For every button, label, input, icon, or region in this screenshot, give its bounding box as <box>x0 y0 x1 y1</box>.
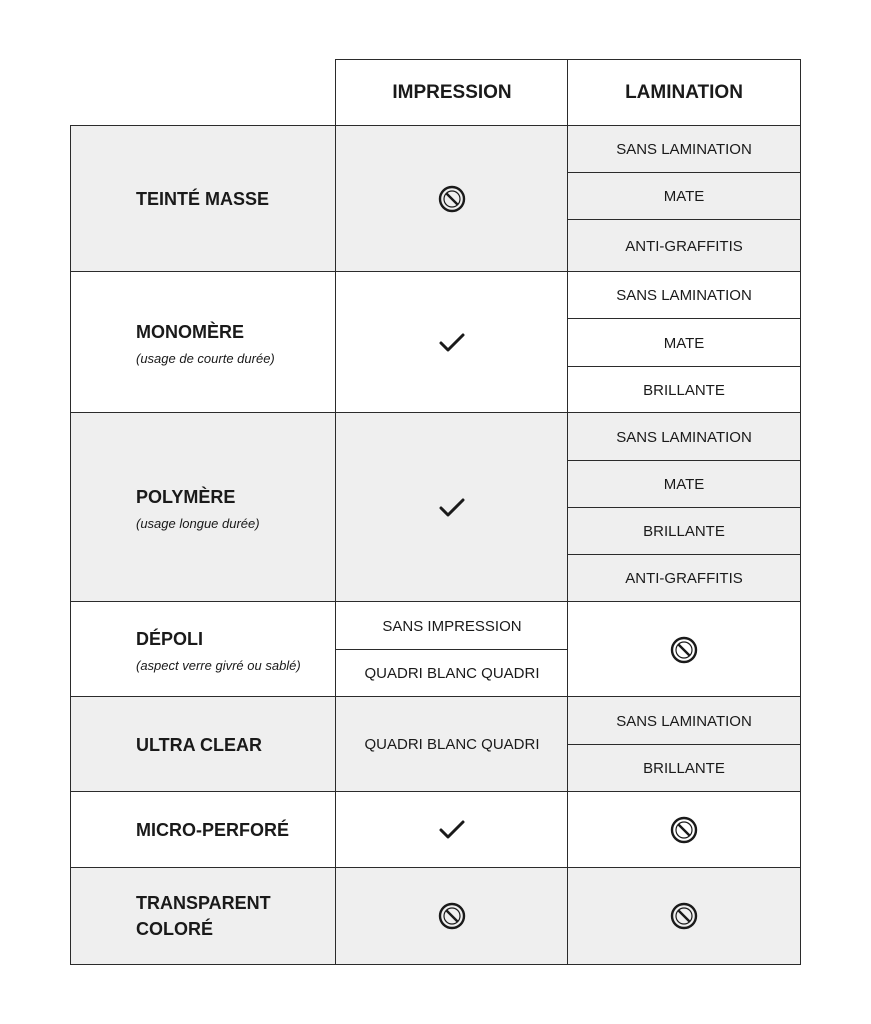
product-ultra-clear <box>70 696 337 793</box>
impression-ultra-clear <box>335 696 569 793</box>
product-note: (usage longue durée) <box>136 516 260 531</box>
product-name: POLYMÈRE <box>136 487 236 507</box>
product-name: ULTRA CLEAR <box>136 734 262 755</box>
header-impression <box>335 59 569 127</box>
lamination-micro-perfore <box>567 791 801 869</box>
lamination-label: MATE <box>663 476 705 493</box>
product-name: DÉPOLI <box>136 629 204 649</box>
lamination-option <box>567 744 801 793</box>
lamination-option <box>567 460 801 509</box>
prohibited-icon <box>669 635 699 665</box>
impression-label: QUADRI BLANC QUADRI <box>364 736 540 753</box>
lamination-depoli <box>567 601 801 698</box>
header-lamination-label: LAMINATION <box>625 82 743 103</box>
product-polymere <box>70 412 337 603</box>
check-icon <box>437 815 467 845</box>
lamination-label: SANS LAMINATION <box>616 428 752 446</box>
lamination-transparent-colore <box>567 867 801 965</box>
lamination-label: ANTI-GRAFFITIS <box>625 570 743 587</box>
lamination-label: ANTI-GRAFFITIS <box>625 237 743 255</box>
impression-monomere <box>335 271 569 414</box>
header-lamination <box>567 59 801 127</box>
product-name: TEINTÉ MASSE <box>136 189 270 209</box>
product-transparent-colore <box>70 867 337 965</box>
impression-teinte-masse <box>335 125 569 273</box>
impression-option <box>335 601 569 651</box>
lamination-label: BRILLANTE <box>643 523 725 540</box>
lamination-option <box>567 554 801 603</box>
lamination-option <box>567 412 801 462</box>
impression-polymere <box>335 412 569 603</box>
prohibited-icon <box>437 901 467 931</box>
product-note: (usage de courte durée) <box>136 351 275 366</box>
product-micro-perfore <box>70 791 337 869</box>
lamination-label: SANS LAMINATION <box>616 712 752 730</box>
product-teinte-masse <box>70 125 337 273</box>
prohibited-icon <box>669 815 699 845</box>
lamination-option <box>567 696 801 746</box>
impression-label: SANS IMPRESSION <box>382 617 522 635</box>
product-name-line-2: COLORÉ <box>136 919 214 939</box>
prohibited-icon <box>437 184 467 214</box>
lamination-label: BRILLANTE <box>643 760 725 777</box>
check-icon <box>437 328 467 358</box>
lamination-option <box>567 172 801 221</box>
lamination-label: MATE <box>663 188 705 205</box>
lamination-option <box>567 366 801 414</box>
impression-transparent-colore <box>335 867 569 965</box>
lamination-label: SANS LAMINATION <box>616 141 752 158</box>
impression-micro-perfore <box>335 791 569 869</box>
lamination-option <box>567 507 801 556</box>
lamination-option <box>567 125 801 174</box>
impression-option <box>335 649 569 698</box>
header-impression-label: IMPRESSION <box>392 82 512 103</box>
lamination-label: SANS LAMINATION <box>616 287 752 304</box>
lamination-label: MATE <box>663 334 705 352</box>
lamination-option <box>567 219 801 273</box>
product-note: (aspect verre givré ou sablé) <box>136 658 301 673</box>
product-name: MICRO-PERFORÉ <box>136 820 289 840</box>
product-name: MONOMÈRE <box>136 322 244 342</box>
product-monomere <box>70 271 337 414</box>
product-depoli <box>70 601 337 698</box>
impression-label: QUADRI BLANC QUADRI <box>364 665 540 682</box>
prohibited-icon <box>669 901 699 931</box>
lamination-option <box>567 318 801 368</box>
lamination-option <box>567 271 801 320</box>
lamination-label: BRILLANTE <box>643 381 725 399</box>
product-name-line-1: TRANSPARENT <box>136 893 271 913</box>
check-icon <box>437 493 467 523</box>
